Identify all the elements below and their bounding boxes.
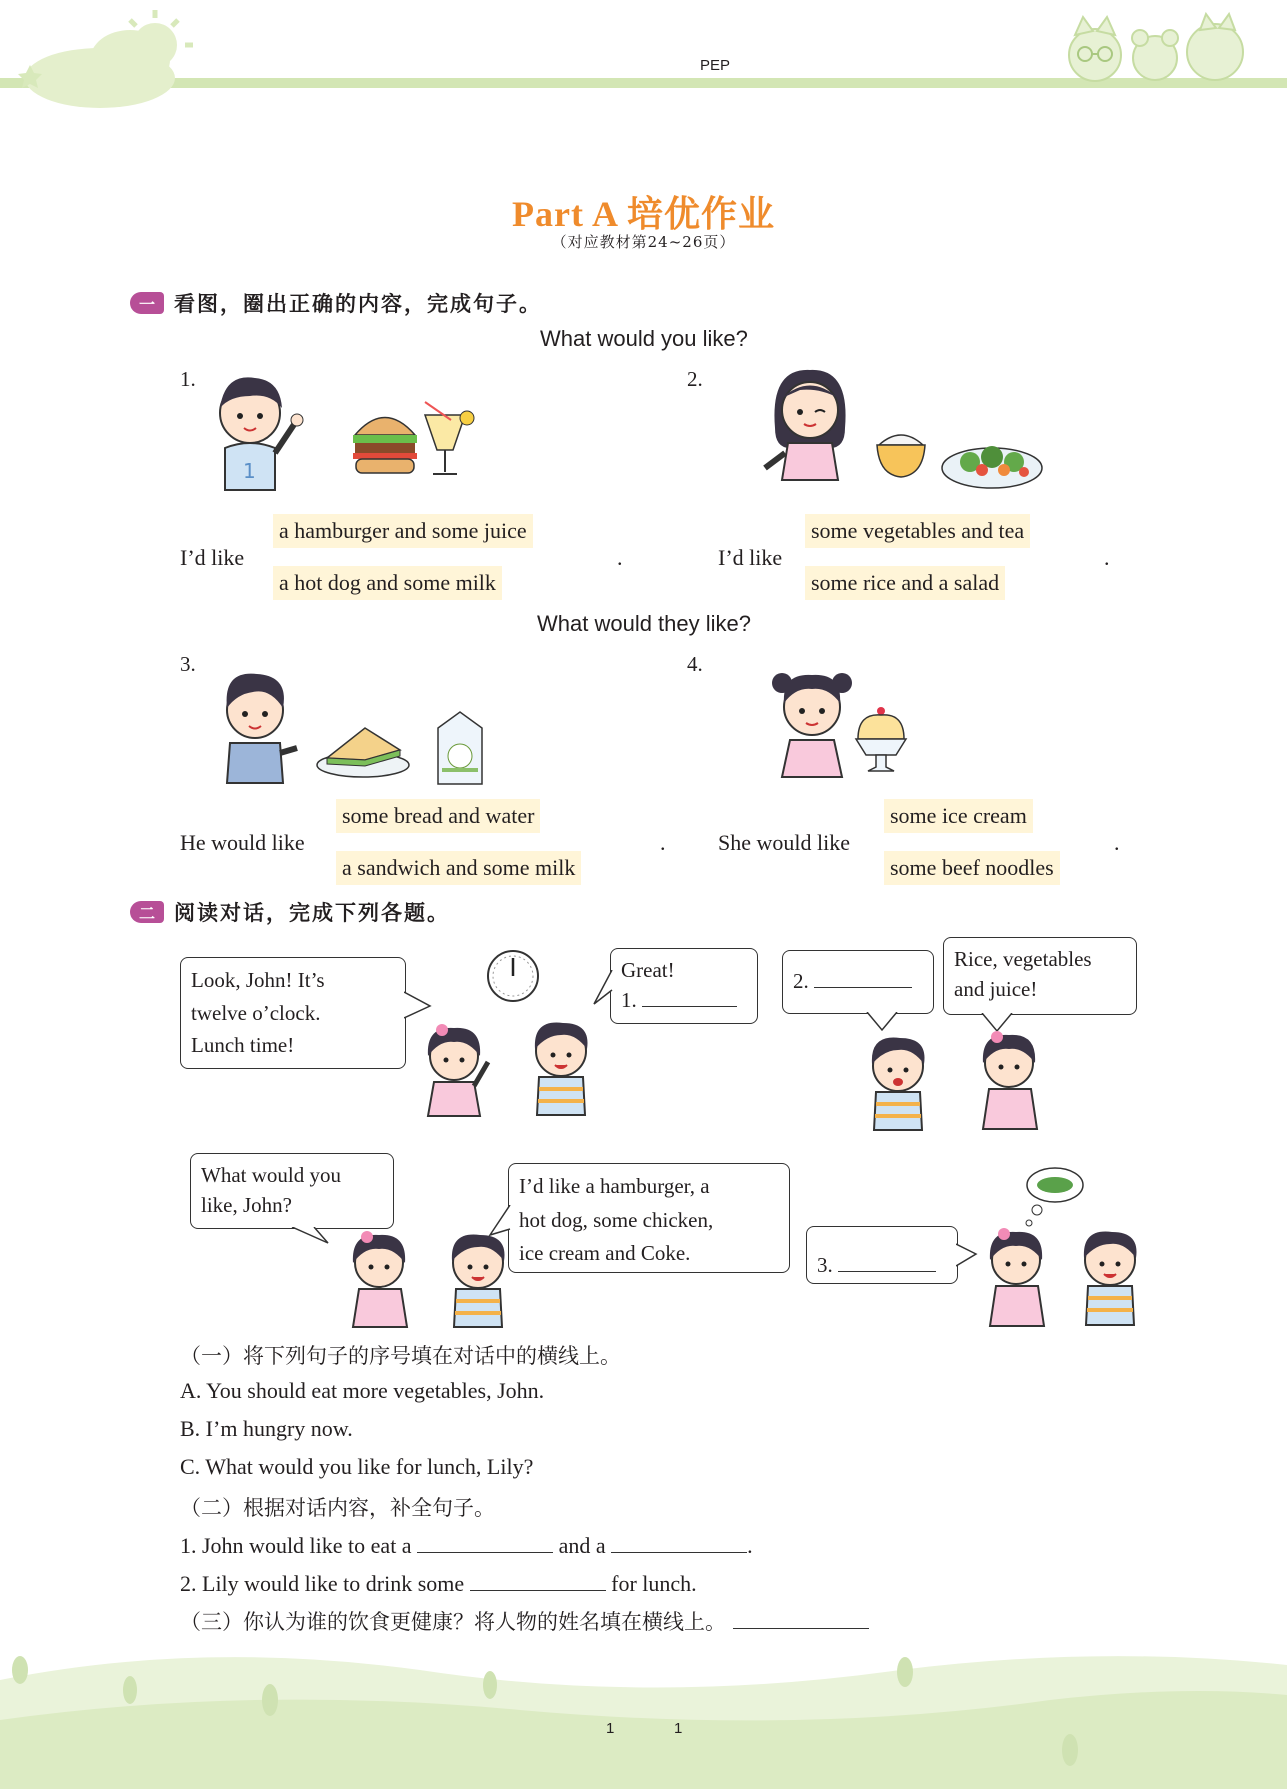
sentence-prefix: He would like (180, 830, 305, 855)
svg-text:1: 1 (243, 459, 256, 483)
choice-a: A. You should eat more vegetables, John. (180, 1378, 545, 1403)
item-number: 4. (687, 652, 703, 676)
choice-b: B. I’m hungry now. (180, 1416, 353, 1441)
speech-bubble (610, 948, 758, 1024)
fill-sentence-1: 1. John would like to eat a and a . (180, 1530, 753, 1559)
page-number-left: 1 (606, 1720, 615, 1737)
ice-cream-sundae-picture (850, 705, 912, 775)
page-title: Part A 培优作业 (512, 194, 775, 234)
boy-john-picture (862, 1030, 934, 1135)
bubble-line: Look, John! It’s (191, 968, 325, 992)
answer-blank[interactable] (611, 1530, 747, 1553)
page-subtitle: （对应教材第24~26页） (551, 233, 736, 251)
boy-john-picture (525, 1015, 597, 1120)
speech-bubble (943, 937, 1137, 1015)
option-circle[interactable]: some rice and a salad (805, 566, 1005, 600)
thought-bubble-vegetables-icon (1015, 1165, 1085, 1230)
section-instruction: 看图，圈出正确的内容，完成句子。 (174, 292, 542, 316)
answer-line-1: 1. (621, 985, 747, 1015)
boy-john-picture (1075, 1225, 1145, 1328)
speech-bubble (508, 1163, 790, 1273)
hamburger-picture (350, 405, 420, 480)
bubble-line: Great! (621, 958, 675, 982)
header-label: PEP (700, 57, 731, 74)
bubble-line: Lunch time! (191, 1033, 295, 1058)
salad-plate-picture (940, 432, 1045, 492)
rice-bowl-picture (873, 425, 928, 485)
option-circle[interactable]: some bread and water (336, 799, 540, 833)
speech-bubble: 2. (782, 950, 934, 1014)
question-heading: What would you like? (540, 326, 748, 351)
speech-bubble: 3. (806, 1226, 958, 1284)
juice-glass-picture (415, 400, 480, 485)
page-title-wrap (0, 186, 1287, 237)
bubble-tail-icon (404, 990, 432, 1020)
bubble-tail-icon (290, 1227, 330, 1247)
bubble-line: like, John? (201, 1193, 292, 1218)
girl-winking-picture (760, 368, 860, 483)
option-circle[interactable]: a sandwich and some milk (336, 851, 581, 885)
option-circle[interactable]: some vegetables and tea (805, 514, 1030, 548)
sentence-end: . (660, 830, 666, 855)
part-2-title: （二）根据对话内容，补全句子。 (180, 1496, 495, 1520)
speech-bubble (190, 1153, 394, 1229)
item-number: 1. (180, 367, 196, 391)
section-1-header (130, 288, 542, 318)
sandwich-picture (315, 720, 410, 780)
girl-pigtails-picture (770, 665, 855, 780)
page-number-right: 1 (674, 1720, 683, 1737)
bubble-line: and juice! (954, 977, 1038, 1002)
item-number: 3. (180, 652, 196, 676)
fill-sentence-2: 2. Lily would like to drink some for lunch. (180, 1568, 697, 1597)
answer-blank[interactable] (814, 966, 912, 988)
answer-blank[interactable] (470, 1568, 606, 1591)
bubble-line: hot dog, some chicken, (519, 1207, 714, 1232)
answer-blank[interactable] (838, 1250, 936, 1272)
girl-lily-picture (982, 1222, 1052, 1330)
girl-lily-picture (418, 1020, 493, 1120)
section-2-header (130, 897, 450, 927)
sentence-prefix: I’d like (180, 545, 245, 570)
item-number: 2. (687, 367, 703, 391)
sun-cloud-icon (0, 0, 200, 115)
sentence-end: . (617, 545, 623, 570)
animal-friends-icon (1055, 10, 1255, 85)
option-circle[interactable]: a hot dog and some milk (273, 566, 502, 600)
clock-icon (485, 948, 541, 1004)
sentence-prefix: I’d like (718, 545, 783, 570)
answer-blank[interactable] (642, 985, 737, 1007)
boy-smiling-picture (215, 668, 305, 786)
answer-blank[interactable] (417, 1530, 553, 1553)
option-circle[interactable]: a hamburger and some juice (273, 514, 533, 548)
section-instruction: 阅读对话，完成下列各题。 (174, 901, 450, 925)
sentence-end: . (1114, 830, 1120, 855)
sentence-prefix: She would like (718, 830, 850, 855)
option-circle[interactable]: some beef noodles (884, 851, 1060, 885)
section-badge: 二 (130, 901, 164, 923)
choice-c: C. What would you like for lunch, Lily? (180, 1454, 534, 1479)
option-circle[interactable]: some ice cream (884, 799, 1033, 833)
bubble-line: twelve o’clock. (191, 1000, 321, 1025)
footer-hills-decoration (0, 1640, 1287, 1789)
bubble-line: Rice, vegetables (954, 947, 1092, 971)
bubble-tail-icon (592, 970, 614, 1006)
bubble-line: I’d like a hamburger, a (519, 1174, 710, 1198)
bubble-tail-icon (865, 1012, 899, 1032)
bubble-line: ice cream and Coke. (519, 1241, 691, 1266)
section-badge: 一 (130, 292, 164, 314)
speech-bubble (180, 957, 406, 1069)
part-1-title: （一）将下列句子的序号填在对话中的横线上。 (180, 1344, 621, 1368)
bubble-tail-icon (488, 1205, 512, 1245)
girl-lily-picture (975, 1025, 1045, 1133)
milk-carton-picture (430, 708, 490, 790)
sentence-end: . (1104, 545, 1110, 570)
boy-pointing-picture (210, 368, 310, 493)
question-heading: What would they like? (537, 611, 751, 636)
bubble-tail-icon (956, 1242, 978, 1270)
bubble-line: What would you (201, 1163, 341, 1187)
part-3-question: （三）你认为谁的饮食更健康？将人物的姓名填在横线上。 (180, 1606, 869, 1636)
girl-lily-picture (345, 1225, 415, 1330)
answer-blank[interactable] (733, 1607, 869, 1629)
